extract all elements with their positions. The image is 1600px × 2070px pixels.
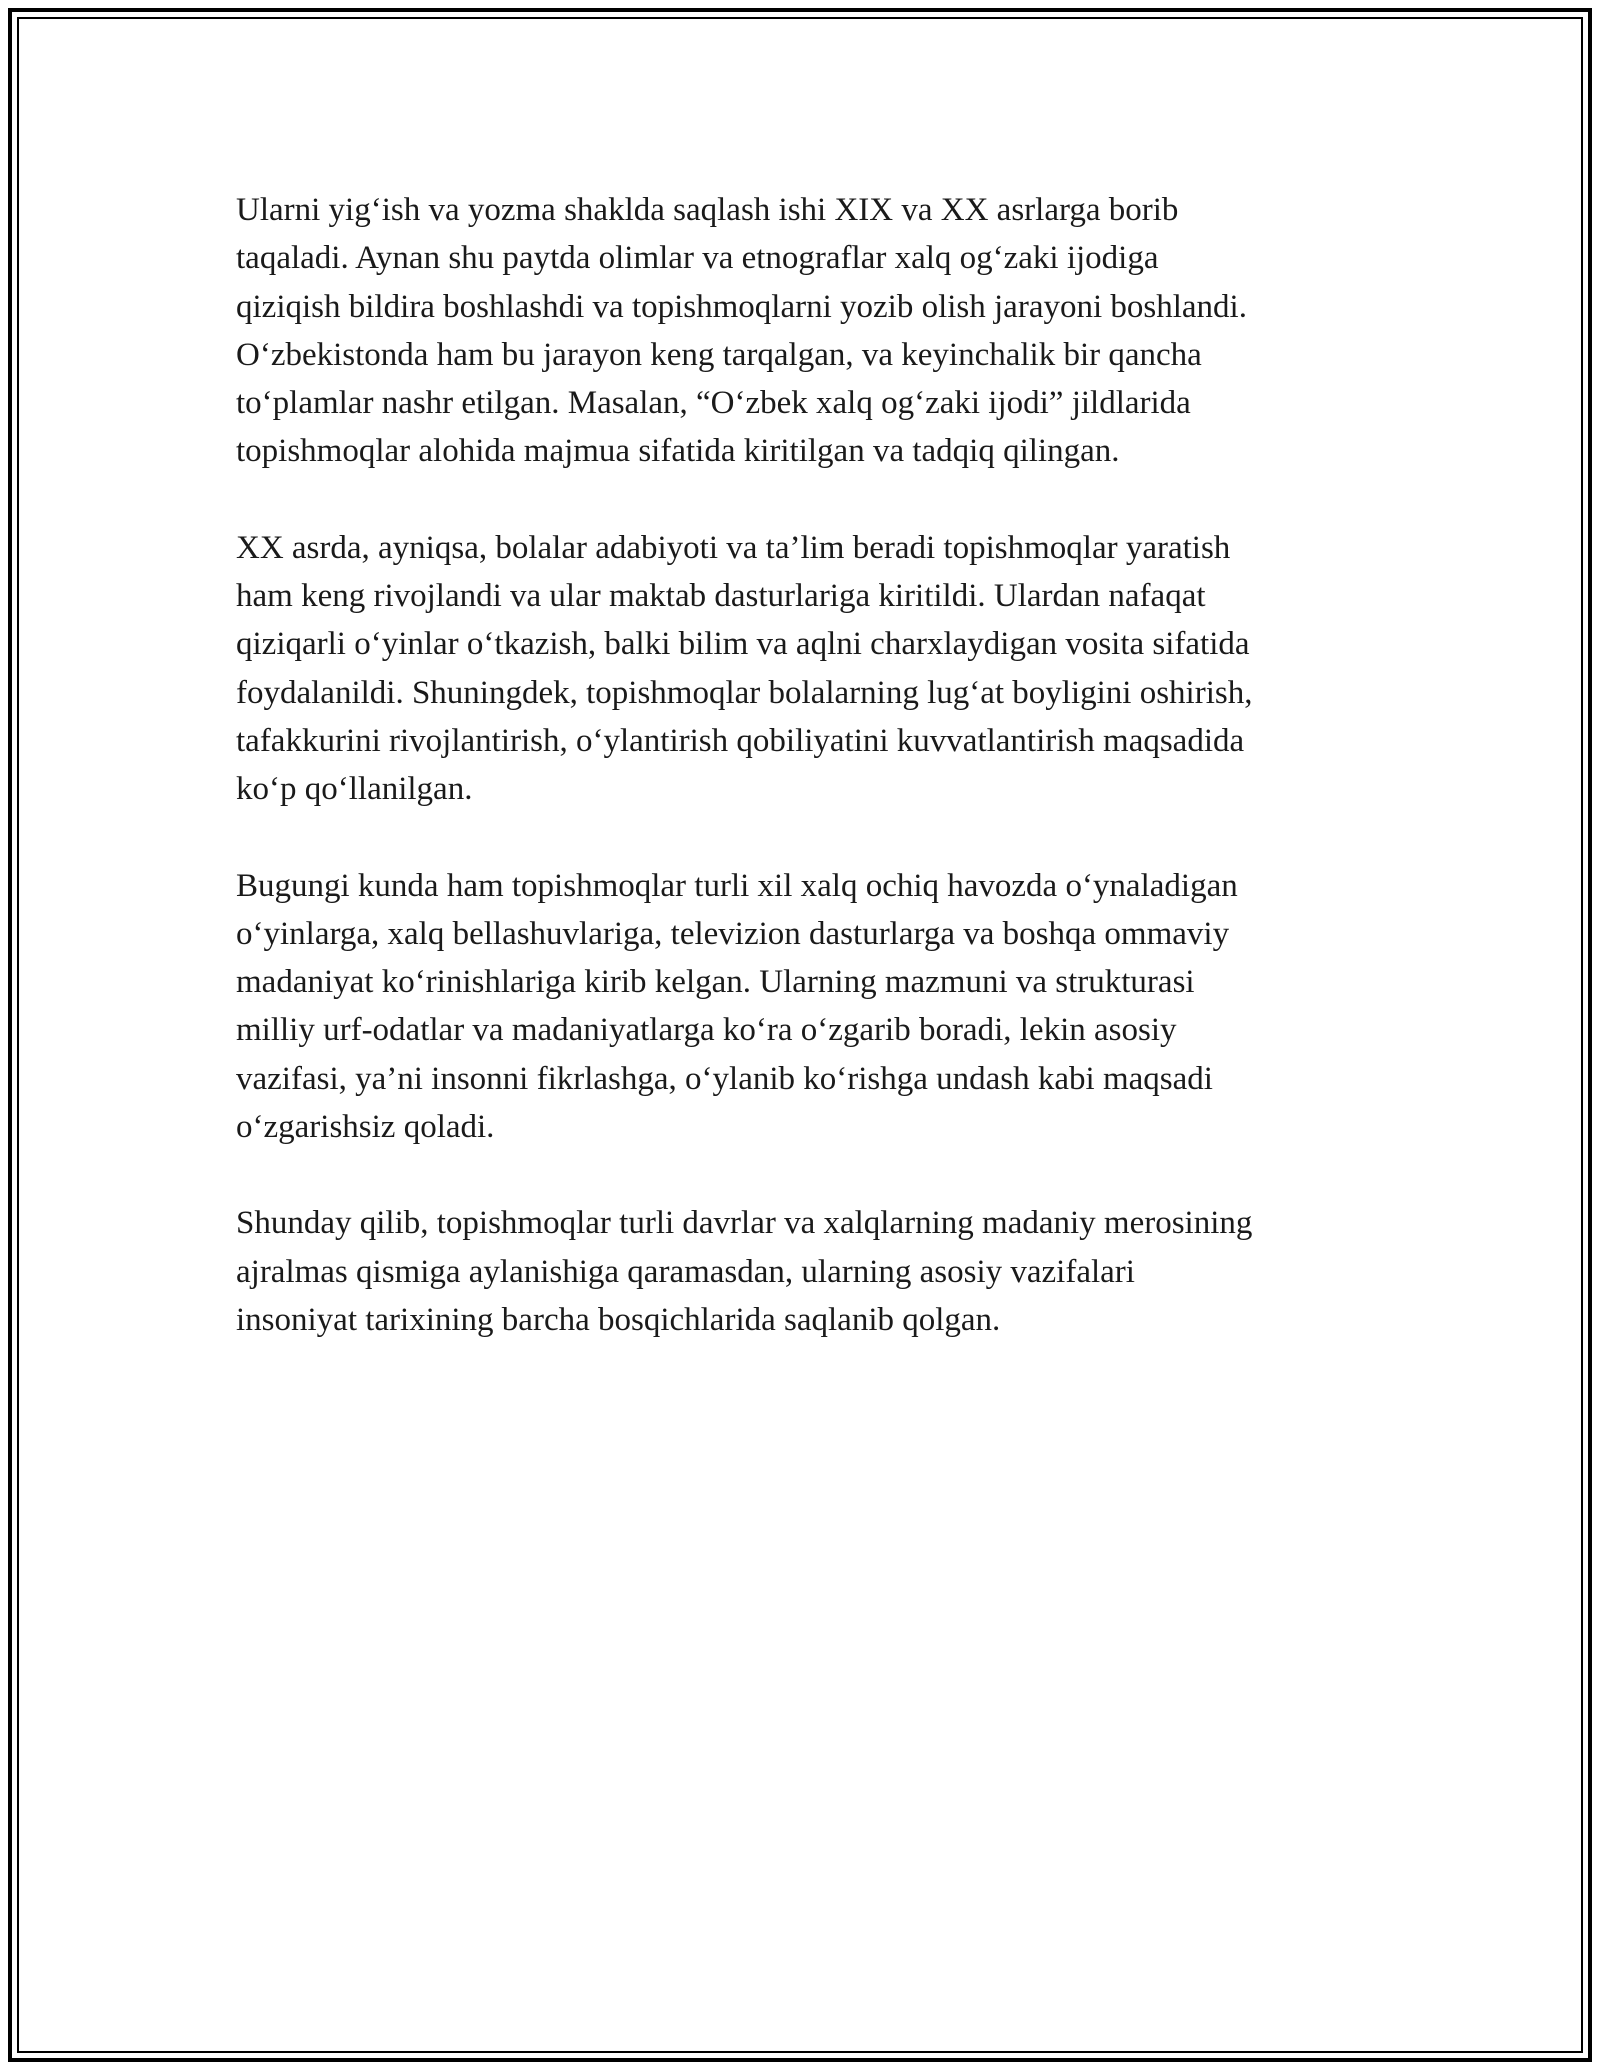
paragraph-1 [236,186,1376,476]
text-line: o‘zgarishsiz qoladi. [236,1109,495,1146]
text-line: ham keng rivojlandi va ular maktab dasturlariga kiritildi. Ulardan nafaqat [236,578,1206,615]
text-line: ajralmas qismiga aylanishiga qaramasdan, ularning asosiy vazifalari [236,1253,1135,1290]
text-line: O‘zbekistonda ham bu jarayon keng tarqalgan, va keyinchalik bir qancha [236,336,1202,373]
text-line: milliy urf-odatlar va madaniyatlarga ko‘ra o‘zgarib boradi, lekin asosiy [236,1012,1177,1049]
document-body [236,186,1376,1392]
text-line: XX asrda, ayniqsa, bolalar adabiyoti va ta’lim beradi topishmoqlar yaratish [236,529,1231,566]
text-line: qiziqish bildira boshlashdi va topishmoqlarni yozib olish jarayoni boshlandi. [236,288,1247,325]
text-line: madaniyat ko‘rinishlariga kirib kelgan. Ularning mazmuni va strukturasi [236,964,1195,1001]
paragraph-4 [236,1199,1376,1344]
text-line: vazifasi, ya’ni insonni fikrlashga, o‘ylanib ko‘rishga undash kabi maqsadi [236,1060,1213,1097]
text-line: taqaladi. Aynan shu paytda olimlar va etnograflar xalq og‘zaki ijodiga [236,240,1159,277]
text-line: Shunday qilib, topishmoqlar turli davrlar va xalqlarning madaniy merosining [236,1205,1253,1242]
text-line: Ularni yig‘ish va yozma shaklda saqlash ishi XIX va XX asrlarga borib [236,192,1179,228]
text-line: topishmoqlar alohida majmua sifatida kiritilgan va tadqiq qilingan. [236,433,1120,470]
text-line: insoniyat tarixining barcha bosqichlarida saqlanib qolgan. [236,1301,1001,1338]
text-line: foydalanildi. Shuningdek, topishmoqlar bolalarning lug‘at boyligini oshirish, [236,674,1253,711]
text-line: o‘yinlarga, xalq bellashuvlariga, televizion dasturlarga va boshqa ommaviy [236,915,1230,952]
text-line: tafakkurini rivojlantirish, o‘ylantirish qobiliyatini kuvvatlantirish maqsadida [236,722,1245,759]
paragraph-3 [236,862,1376,1152]
text-line: Bugungi kunda ham topishmoqlar turli xil xalq ochiq havozda o‘ynaladigan [236,867,1238,904]
text-line: ko‘p qo‘llanilgan. [236,771,473,808]
paragraph-2 [236,524,1376,814]
text-line: qiziqarli o‘yinlar o‘tkazish, balki bilim va aqlni charxlaydigan vosita sifatida [236,626,1250,663]
text-line: to‘plamlar nashr etilgan. Masalan, “O‘zbek xalq og‘zaki ijodi” jildlarida [236,385,1191,422]
